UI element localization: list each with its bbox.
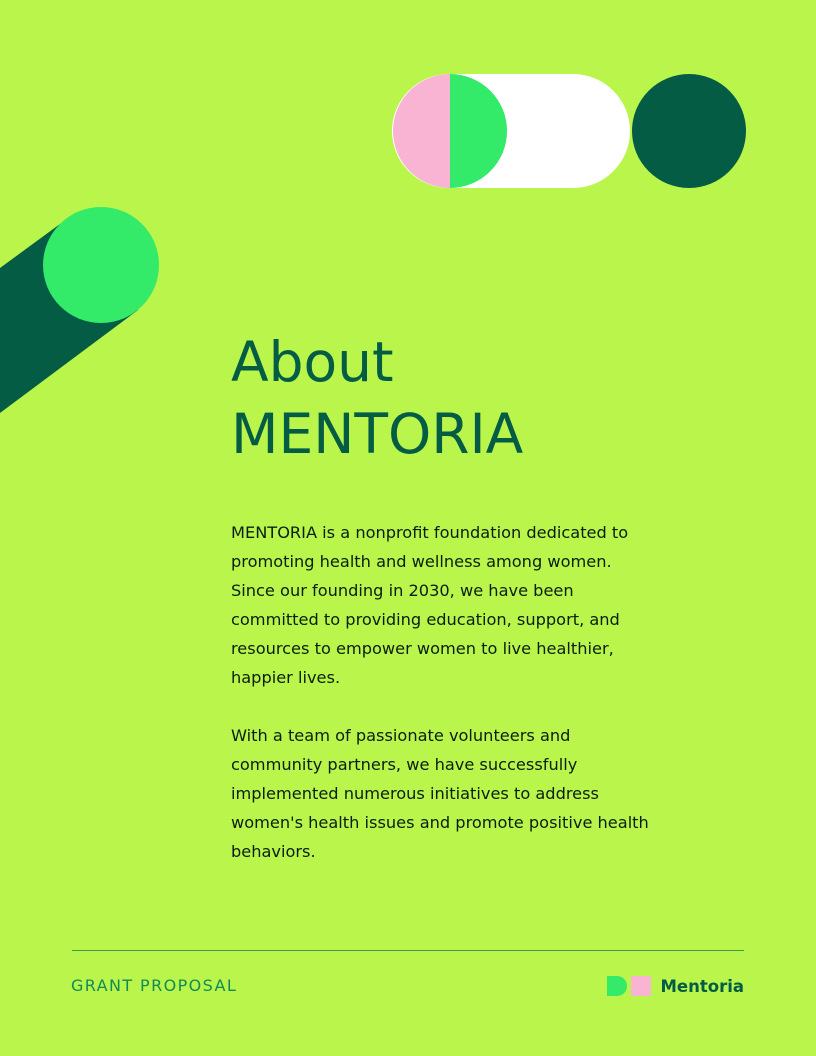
beam-shape-icon [0, 207, 159, 413]
circle-shape-icon [632, 74, 746, 188]
page-title [231, 326, 523, 470]
logo-icon [607, 975, 651, 997]
brand [607, 975, 744, 997]
paragraph-2: With a team of passionate volunteers and community partners, we have successfully implemented numerous initiatives to address women's health issues and promote positive health behaviors. [231, 726, 649, 861]
pill-shape-icon [392, 74, 630, 188]
title-line-1: About [231, 330, 394, 394]
brand-name: Mentoria [660, 976, 744, 996]
about-body [231, 518, 651, 895]
footer-label: GRANT PROPOSAL [71, 976, 238, 995]
title-line-2: MENTORIA [231, 402, 524, 466]
footer-divider [72, 950, 744, 951]
paragraph-1: MENTORIA is a nonprofit foundation dedicated to promoting health and wellness among women. Since our founding in 2030, we have been committed to providing education, support, and resources to empower women to live healthier, happier lives. [231, 523, 629, 687]
